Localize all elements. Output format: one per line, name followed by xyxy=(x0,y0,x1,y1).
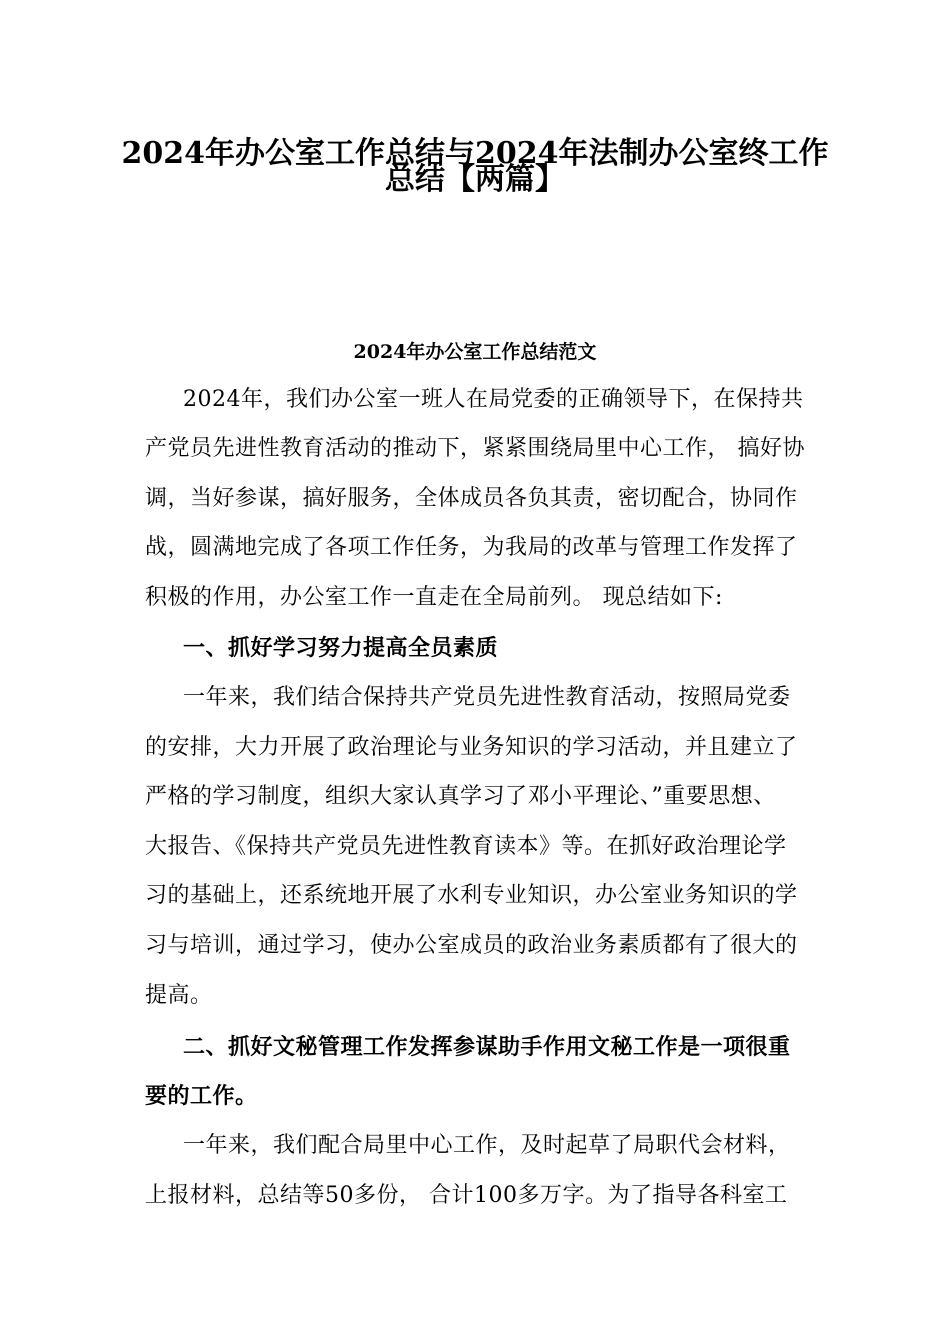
heading-1: 一、抓好学习努力提高全员素质 xyxy=(183,635,499,661)
paragraph-line: 一年来，我们配合局里中心工作，及时起草了局职代会材料， xyxy=(183,1133,791,1158)
paragraph-line: 习与培训，通过学习，使办公室成员的政治业务素质都有了很大的 xyxy=(145,933,798,958)
paragraph-line: 调，当好参谋，搞好服务，全体成员各负其责，密切配合，协同作 xyxy=(145,486,798,511)
paragraph-line: 一年来，我们结合保持共产党员先进性教育活动，按照局党委 xyxy=(183,685,791,710)
document-title-line-2: 总结【两篇】 xyxy=(385,162,565,197)
paragraph-line: 上报材料，总结等50多份， 合计100多万字。为了指导各科室工 xyxy=(145,1183,788,1208)
paragraph-line: 产党员先进性教育活动的推动下，紧紧围绕局里中心工作， 搞好协 xyxy=(145,436,805,461)
paragraph-line: 习的基础上，还系统地开展了水利专业知识，办公室业务知识的学 xyxy=(145,883,798,908)
paragraph-line: 战，圆满地完成了各项工作任务，为我局的改革与管理工作发挥了 xyxy=(145,535,798,560)
heading-2-continued: 要的工作。 xyxy=(145,1083,258,1109)
heading-2: 二、抓好文秘管理工作发挥参谋助手作用文秘工作是一项很重 xyxy=(183,1034,791,1060)
paragraph-line: 的安排，大力开展了政治理论与业务知识的学习活动，并且建立了 xyxy=(145,735,798,760)
paragraph-line: 大报告、《保持共产党员先进性教育读本》等。在抓好政治理论学 xyxy=(145,834,787,859)
section-title: 2024年办公室工作总结范文 xyxy=(353,341,597,363)
paragraph-line: 积极的作用，办公室工作一直走在全局前列。 现总结如下: xyxy=(145,585,723,610)
paragraph-line: 提高。 xyxy=(145,983,213,1008)
document-title-line-1: 2024年办公室工作总结与2024年法制办公室终工作 xyxy=(121,136,829,171)
paragraph-line: 2024年，我们办公室一班人在局党委的正确领导下，在保持共 xyxy=(183,387,804,412)
paragraph-line: 严格的学习制度，组织大家认真学习了邓小平理论、”重要思想、 xyxy=(145,784,776,809)
